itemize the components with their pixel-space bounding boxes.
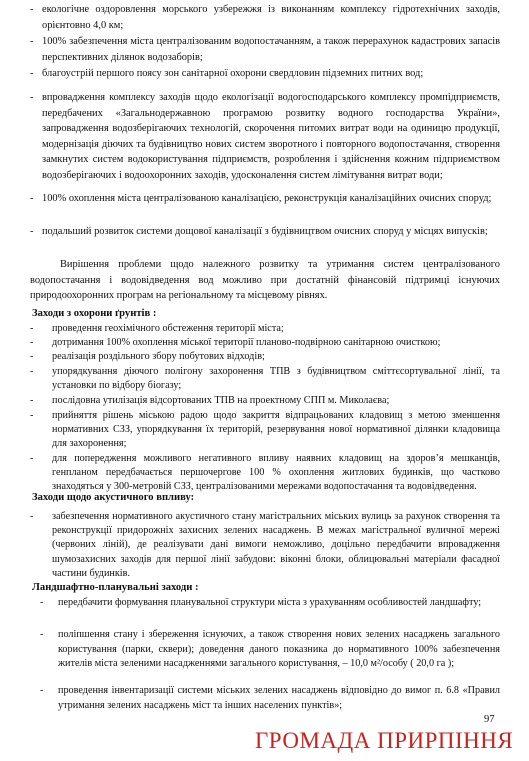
bullet-dash: - xyxy=(30,511,34,522)
bullet-dash: - xyxy=(40,685,44,696)
bullet-text: 100% забезпечення міста централізованим водопостачанням, а також перерахунок кадастрових запасів перспективних ділянок водозаборів; xyxy=(42,36,500,63)
list-item-text: реалізація роздільного збору побутових відходів; xyxy=(52,351,265,362)
bullet-dash: - xyxy=(30,68,34,79)
list-item-text: забезпечення нормативного акустичного стану магістральних міських вулиць за рахунок створення та реконструкції придорожніх захисних зелених насаджень. В межах магістральної вуличної мережі (червоних ліній), де реалізувати дані вимоги неможливо, доцільно передбачити впровадження шумозахисних заходів для першої лінії забудови: віконні блоки, облицювальні матеріали фасадної частини будинків. xyxy=(52,511,500,579)
watermark: ГРОМАДА ПРИРПІННЯ xyxy=(255,728,514,753)
bullet-item xyxy=(30,224,500,240)
section-heading-soil: Заходи з охорони ґрунтів : xyxy=(32,308,157,319)
list-item xyxy=(40,628,500,672)
list-item-text: для попередження можливого негативного впливу наявних кладовищ на здоров’я мешканців, генпланом передбачається першочергове 100 % охоплення житлових будинків, що частково знаходяться у 300-метровій СЗЗ, централізованими мережами водопостачання та водовідведення. xyxy=(52,453,500,493)
bullet-dash: - xyxy=(30,453,34,464)
list-item-text: проведення інвентаризації системи міських зелених насаджень відповідно до вимог п. 6.8 «Правил утримання зелених насаджень міст та інших населених пунктів»; xyxy=(58,685,500,711)
list-item-text: послідовна утилізація відсортованих ТПВ на проектному СПП м. Миколаєва; xyxy=(52,395,390,406)
bullet-dash: - xyxy=(30,92,34,103)
section-heading-noise: Заходи щодо акустичного впливу: xyxy=(32,492,195,503)
list-item xyxy=(30,510,500,581)
bullet-text: благоустрій першого поясу зон санітарної охорони свердловин підземних питних вод; xyxy=(42,68,424,79)
bullet-dash: - xyxy=(30,351,34,362)
bullet-text: 100% охоплення міста централізованою каналізацією, реконструкція каналізаційних очисних споруд; xyxy=(42,193,492,204)
bullet-dash: - xyxy=(30,226,34,237)
list-item-text: упорядкування діючого полігону захоронення ТПВ з будівництвом сміттєсортувальної лінії, та установки по відбору біогазу; xyxy=(52,366,500,392)
bullet-dash: - xyxy=(40,629,44,640)
bullet-dash: - xyxy=(30,337,34,348)
bullet-dash: - xyxy=(30,410,34,421)
bullet-text: подальший розвиток системи дощової каналізації з будівництвом очисних споруд у місцях випусків; xyxy=(42,226,488,237)
bullet-item xyxy=(30,90,500,183)
body-paragraph: Вирішення проблеми щодо належного розвитку та утримання систем централізованого водопостачання і водовідведення вод можливо при достатній фінансовій підтримці існуючих природоохоронних програм на регіональному та місцевому рівнях. xyxy=(30,259,500,301)
bullet-dash: - xyxy=(40,597,44,608)
list-item-text: передбачити формування планувальної структури міста з урахуванням особливостей ландшафту; xyxy=(58,597,482,608)
page-number: 97 xyxy=(484,714,495,725)
bullet-dash: - xyxy=(30,366,34,377)
list-item xyxy=(30,336,500,350)
bullet-item xyxy=(30,66,500,82)
bullet-dash: - xyxy=(30,36,34,47)
list-item xyxy=(30,409,500,452)
list-item xyxy=(40,596,500,611)
bullet-dash: - xyxy=(30,4,34,15)
list-item-text: прийняття рішень міською радою щодо закриття відпрацьованих кладовищ з метою зменшення нормативних СЗЗ, упорядкування їх територій, резервування нової нормативної ділянки кладовища для захоронення; xyxy=(52,410,500,450)
list-item xyxy=(30,365,500,393)
bullet-item xyxy=(30,2,500,33)
bullet-dash: - xyxy=(30,193,34,204)
list-item xyxy=(30,394,500,408)
section-heading-landscape: Ландшафтно-планувальні заходи : xyxy=(32,582,199,593)
bullet-dash: - xyxy=(30,323,34,334)
bullet-text: впровадження комплексу заходів щодо екологізації водогосподарського комплексу промпідприємств, передбачених «Загальнодержавною програмою розвитку водного господарства України», запровадження водозберігаючих технологій, скорочення питомих витрат води на одиницю продукції, модернізація діючих та будівництво нових систем зворотного і повторного водопостачання, створення замкнутих систем водокористування підприємств, розроблення і здійснення кожним підприємством водозберігаючих і водоохоронних заходів, удосконалення систем лімітування витрат води; xyxy=(42,92,500,181)
list-item-text: дотримання 100% охоплення міської території планово-подвірною санітарною очисткою; xyxy=(52,337,441,348)
list-item xyxy=(30,350,500,364)
bullet-text: екологічне оздоровлення морського узбережжя із виконанням комплексу гідротехнічних заходів, орієнтовно 4,0 км; xyxy=(42,4,500,31)
bullet-item xyxy=(30,191,500,207)
bullet-dash: - xyxy=(30,395,34,406)
bullet-item xyxy=(30,34,500,65)
list-item xyxy=(40,684,500,713)
list-item-text: проведення геохімічного обстеження території міста; xyxy=(52,323,284,334)
list-item xyxy=(30,452,500,495)
list-item xyxy=(30,322,500,336)
list-item-text: поліпшення стану і збереження існуючих, а також створення нових зелених насаджень загального користування (парки, сквери); доведення даного показника до нормативного 100% забезпечення жителів міста зеленими насадженнями загального користування, – 10,0 м²/особу ( 20,0 га ); xyxy=(58,629,500,669)
